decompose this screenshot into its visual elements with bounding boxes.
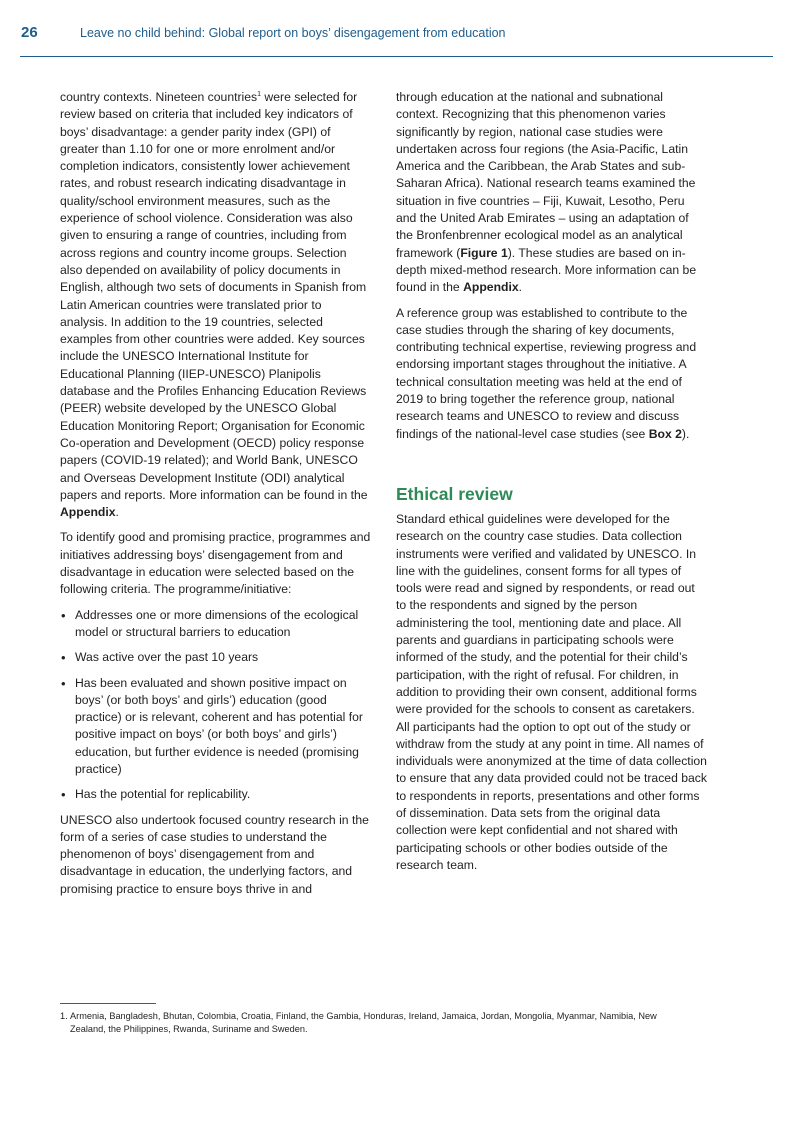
box-reference: Box 2 [648,426,682,441]
header-rule [20,56,773,57]
footnote-text-continued: Zealand, the Philippines, Rwanda, Suriname and Sweden. [70,1024,308,1034]
text-span: were selected for review based on criteria that included key indicators of boys’ disadvantage: a gender parity index (GPI) of greater than 1.10 for one or more enrolment and/or completion indicators, consistently lower achievement rates, and robust research indicating disadvantage in quality/school environment measures, such as the experience of school violence. Consideration was also given to ensuring a range of countries, including from across regions and country income groups. Selection also depended on availability of policy documents in English, although two sets of documents in Spanish from Latin American countries were translated prior to analysis. In addition to the 19 countries, selected examples from other countries were added. Key sources include the UNESCO International Institute for Educational Planning (IIEP-UNESCO) Planipolis database and the Profiles Enhancing Education Reviews (PEER) website developed by the UNESCO Global Education Monitoring Report; Organisation for Economic Co-operation and Development (OECD) policy response papers (COVID-19 related); and World Bank, UNESCO and Overseas Development Institute (ODI) analytical papers and reports. More information can be found in the [60,90,368,502]
text-span: A reference group was established to contribute to the case studies through the sharing of key documents, contributing technical expertise, reviewing progress and endorsing important stages throughout the initiative. A technical consultation meeting was held at the end of 2019 to bring together the reference group, national research teams and UNESCO to review and discuss findings of the national-level case studies (see [396,305,697,441]
text-span: . [115,505,119,520]
right-column [396,89,708,882]
text-span: . [518,280,523,295]
text-span: ). These studies are based on in-depth mixed-method research. More information can be found in the [396,245,697,295]
criteria-item: • Has been evaluated and shown positive impact on boys’ (or both boys’ and girls’) education (good practice) or is relevant, coherent and has potential for positive impact on boys’ (or both boys’ and girls’) education, but further evidence is needed (promising practice) [60,675,372,779]
page-header [0,0,793,58]
footnote-text: Armenia, Bangladesh, Bhutan, Colombia, Croatia, Finland, the Gambia, Honduras, Ireland, Jamaica, Jordan, Mongolia, Myanmar, Namibia, New [70,1011,657,1021]
footnote-number: 1. [60,1011,68,1021]
left-column [60,89,372,906]
criteria-item: • Was active over the past 10 years [60,649,372,666]
footnote-rule [60,1003,156,1004]
footnote [60,1010,710,1036]
right-paragraph-3: Standard ethical guidelines were developed for the research on the country case studies. Data collection instruments were verified and validated by UNESCO. In line with the guidelines, consent forms for all types of tools were read and signed by respondents, or read out to the respondents and signed by the person administering the tool, mentioning date and place. All parents and guardians in participating schools were informed of the study, and the potential for their child’s participation, with the right of refusal. For children, in addition to providing their own consent, additional forms were provided for the schools to consent as caretakers. All participants had the option to opt out of the study or withdraw from the study at any point in time. All names of individuals were anonymized at the time of data collection to ensure that any data provided could not be traced back to respondents in reports, presentations and other forms of dissemination. Data sets from the original data collection were kept confidential and not shared with participating schools or other bodies outside of the research team. [396,511,707,872]
right-paragraph-1 [396,89,708,297]
running-title: Leave no child behind: Global report on boys’ disengagement from education [80,26,506,40]
criteria-item: • Addresses one or more dimensions of the ecological model or structural barriers to education [60,607,372,642]
figure-reference: Figure 1 [460,245,508,260]
criteria-item: • Has the potential for replicability. [60,786,372,803]
criteria-list [60,607,372,804]
right-paragraph-2 [396,305,708,443]
left-paragraph-2: To identify good and promising practice, programmes and initiatives addressing boys’ disengagement from and disadvantage in education were selected based on the following criteria. The programme/initiative: [60,530,371,597]
appendix-reference: Appendix [463,280,519,295]
left-paragraph-1 [60,89,372,521]
text-span: country contexts. Nineteen countries [60,90,258,104]
footnote-marker[interactable]: 1 [257,90,262,98]
left-paragraph-3: UNESCO also undertook focused country research in the form of a series of case studies to understand the phenomenon of boys’ disengagement from and disadvantage in education, the underlying factors, and promising practice to ensure boys thrive in and [60,812,369,896]
text-span: ). [681,426,690,441]
section-heading: Ethical review [396,483,513,504]
page-number: 26 [21,24,38,41]
appendix-reference: Appendix [60,505,116,520]
text-span: through education at the national and subnational context. Recognizing that this phenomenon varies significantly by region, national case studies were undertaken across four regions (the Asia-Pacific, Latin America and the Caribbean, the Arab States and sub-Saharan Africa). National research teams examined the situation in five countries – Fiji, Kuwait, Lesotho, Peru and the United Arab Emirates – using an adaptation of the Bronfenbrenner ecological model as an analytical framework ( [396,90,696,260]
